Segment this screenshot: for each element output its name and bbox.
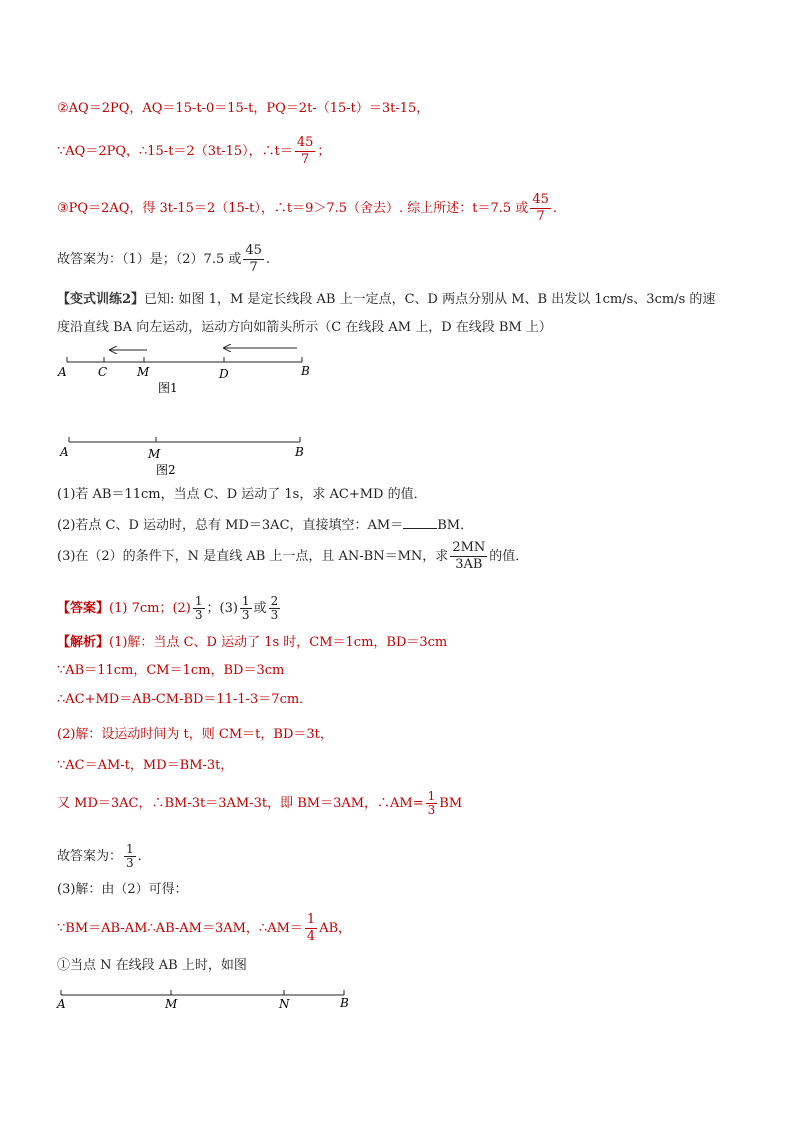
question-3: (3)在（2）的条件下，N 是直线 AB 上一点，且 AN-BN＝MN，求 $\frac{2MN}{3AB}$ 的值． <box>57 540 529 572</box>
label-b: B <box>295 445 304 459</box>
analysis-line-6: 又 MD＝3AC，∴BM-3t＝3AM-3t，即 BM＝3AM，∴AM= $\frac{1}{3}$ BM <box>57 789 463 817</box>
problem-text: 度沿直线 BA 向左运动，运动方向如箭头所示（C 在线段 AM 上，D 在线段 BM 上） <box>57 320 552 335</box>
fraction-2-3: $\frac{2}{3}$ <box>270 594 279 622</box>
analysis-line-4: (2)解：设运动时间为 t，则 CM＝t，BD＝3t， <box>57 727 333 742</box>
fraction-1-3: $\frac{1}{3}$ <box>194 594 203 622</box>
analysis-line-10: ①当点 N 在线段 AB 上时，如图 <box>57 958 247 973</box>
answer-line: 【答案】(1) 7cm；(2) $\frac{1}{3}$ ；(3) $\frac{1}{3}$ 或 $\frac{2}{3}$ <box>57 594 279 622</box>
figure-2 <box>52 432 332 482</box>
figure-1-caption: 图1 <box>158 381 178 395</box>
figure-2-caption: 图2 <box>156 463 176 477</box>
case2-equations: ②AQ＝2PQ，AQ＝15-t-0＝15-t，PQ＝2t-（15-t）＝3t-15， <box>57 101 430 116</box>
label-a: A <box>58 365 67 379</box>
analysis-line-1: 【解析】(1)解：当点 C、D 运动了 1s 时，CM＝1cm，BD＝3cm <box>57 635 448 650</box>
case3-text: ③PQ＝2AQ，得 3t-15＝2（15-t），∴t＝9＞7.5（舍去）. 综上所述：t＝7.5 或 <box>57 201 529 216</box>
analysis-line-5: ∵AC＝AM-t，MD＝BM-3t， <box>57 758 234 773</box>
label-n: N <box>279 997 290 1011</box>
answer-summary-line: 故答案为：（1）是；（2）7.5 或 $\frac{45}{7}$ . <box>57 243 271 275</box>
analysis-line-2: ∵AB＝11cm，CM＝1cm，BD＝3cm <box>57 663 285 678</box>
analysis-line-7: 故答案为： $\frac{1}{3}$ ． <box>57 842 151 870</box>
label-c: C <box>98 365 108 379</box>
fraction-2mn-3ab: $\frac{2MN}{3AB}$ <box>452 540 486 572</box>
problem-text: 已知: 如图 1，M 是定长线段 AB 上一定点，C、D 两点分别从 M、B 出发以 1cm/s、3cm/s 的速 <box>144 292 716 307</box>
case2-solve-text: ∵AQ＝2PQ，∴15-t＝2（3t-15），∴t＝ <box>57 144 293 159</box>
analysis-line-8: (3)解：由（2）可得： <box>57 882 188 897</box>
label-m: M <box>165 997 178 1011</box>
fraction-45-7: $\frac{45}{7}$ <box>532 192 549 224</box>
fraction-1-3: $\frac{1}{3}$ <box>241 594 250 622</box>
question-1: (1)若 AB＝11cm，当点 C、D 运动了 1s，求 AC+MD 的值． <box>57 487 427 502</box>
solution-line-case3: ③PQ＝2AQ，得 3t-15＝2（15-t），∴t＝9＞7.5（舍去）. 综上所述：t＝7.5 或 $\frac{45}{7}$ . <box>57 192 558 224</box>
fraction-45-7: $\frac{45}{7}$ <box>296 135 314 167</box>
fraction-1-4: $\frac{1}{4}$ <box>306 912 316 944</box>
label-a: A <box>57 997 66 1011</box>
analysis-line-9: ∵BM＝AB-AM∴AB-AM＝3AM，∴AM＝ $\frac{1}{4}$ AB， <box>57 912 352 944</box>
fraction-1-3: $\frac{1}{3}$ <box>427 789 436 817</box>
problem-statement-line1 <box>57 291 715 309</box>
figure-3 <box>52 985 362 1020</box>
label-b: B <box>340 996 349 1010</box>
answer-tag: 【答案】 <box>57 601 110 616</box>
fraction-45-7: $\frac{45}{7}$ <box>245 243 262 275</box>
solution-line-case2 <box>57 100 429 118</box>
label-d: D <box>219 367 229 381</box>
problem-statement-line2 <box>57 319 552 337</box>
label-a: A <box>60 445 69 459</box>
question-2: (2)若点 C、D 运动时，总有 MD＝3AC，直接填空：AM＝ BM． <box>57 514 473 535</box>
analysis-line-3: ∴AC+MD＝AB-CM-BD＝11-1-3＝7cm． <box>57 692 313 707</box>
solution-line-case2-solve: ∵AQ＝2PQ，∴15-t＝2（3t-15），∴t＝ $\frac{45}{7}$ ； <box>57 135 331 167</box>
answer-summary-text: 故答案为：（1）是；（2）7.5 或 <box>57 252 242 267</box>
fill-blank <box>403 514 437 529</box>
label-b: B <box>301 364 310 378</box>
label-m: M <box>137 365 150 379</box>
fraction-1-3: $\frac{1}{3}$ <box>126 842 134 870</box>
figure-1 <box>52 338 332 398</box>
analysis-tag: 【解析】 <box>57 635 110 650</box>
label-m: M <box>148 447 161 461</box>
variant-training-tag: 【变式训练2】 <box>57 292 145 307</box>
